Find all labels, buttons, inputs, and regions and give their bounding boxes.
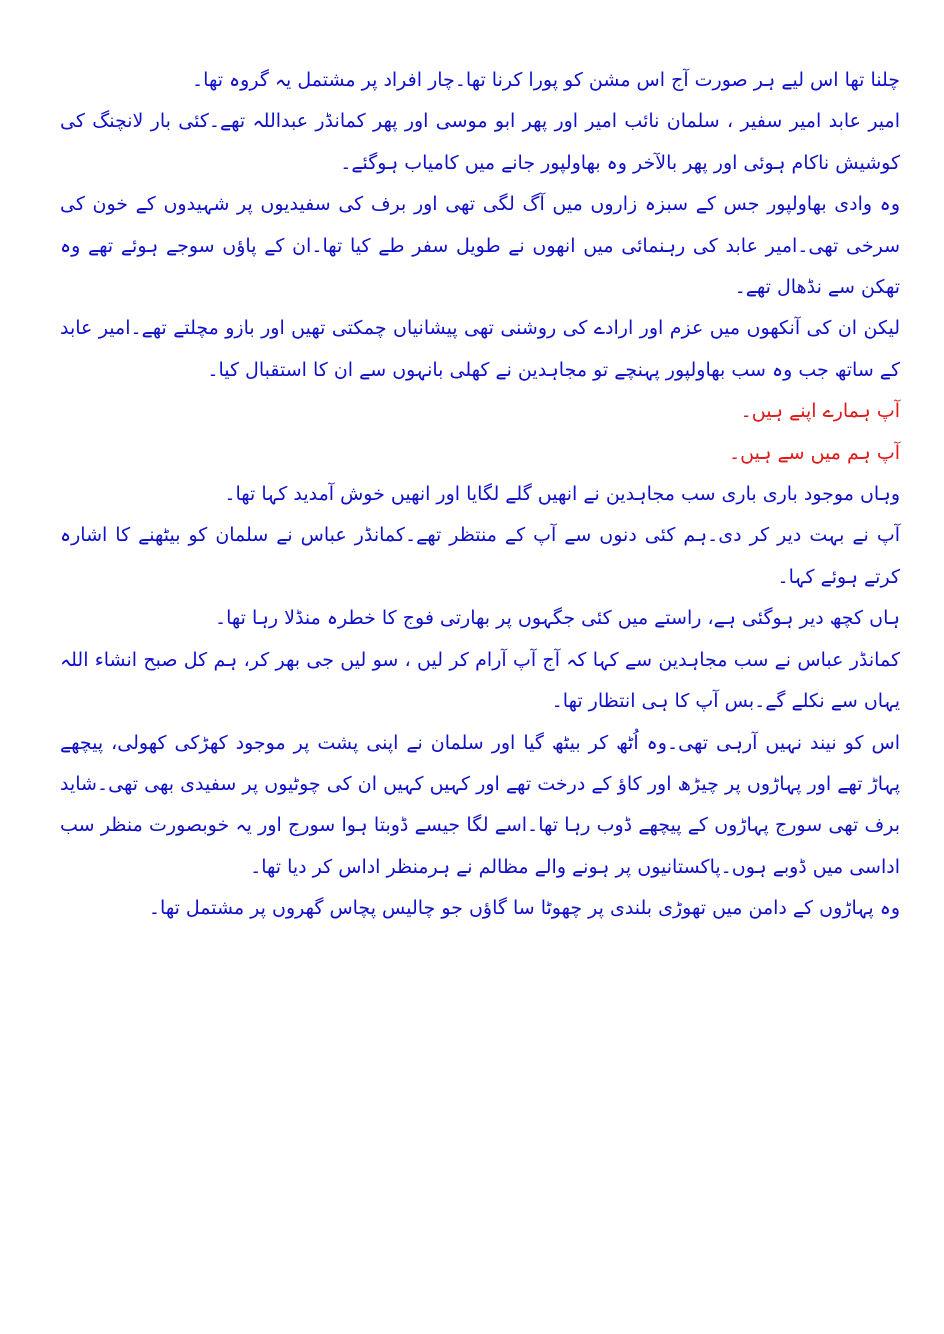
paragraph: کمانڈر عباس نے سب مجاہدین سے کہا کہ آج آپ آرام کر لیں ، سو لیں جی بھر کر، ہم کل صبح انشاء اللہ یہاں سے نکلے گے۔بس آپ کا ہی انتظار تھا۔ <box>60 648 901 713</box>
paragraph: وہ وادی بھاولپور جس کے سبزہ زاروں میں آگ لگی تھی اور برف کی سفیدیوں پر شہیدوں کے خون کی سرخی تھی۔امیر عابد کی رہنمائی میں انھوں نے طویل سفر طے کیا تھا۔ان کے پاؤں سوجے ہوئے تھے وہ تھکن سے نڈھال تھے۔ <box>60 193 900 299</box>
paragraph: وہاں موجود باری باری سب مجاہدین نے انھیں گلے لگایا اور انھیں خوش آمدید کہا تھا۔ <box>224 483 900 506</box>
paragraph: آپ نے بہت دیر کر دی۔ہم کئی دنوں سے آپ کے منتظر تھے۔کمانڈر عباس نے سلمان کو بیٹھنے کا اشارہ کرتے ہوئے کہا۔ <box>60 524 900 588</box>
document-page <box>60 60 900 930</box>
paragraph: ہاں کچھ دیر ہوگئی ہے، راستے میں کئی جگہوں پر بھارتی فوج کا خطرہ منڈلا رہا تھا۔ <box>214 607 900 630</box>
paragraph: اس کو نیند نہیں آرہی تھی۔وہ اُٹھ کر بیٹھ گیا اور سلمان نے اپنی پشت پر موجود کھڑکی کھولی، پیچھے پہاڑ تھے اور پہاڑوں پر چیڑھ اور کاؤ کے درخت تھے اور کہیں کہیں ان کی چوٹیوں پر سفیدی بھی تھی۔شاید برف تھی سورج پہاڑوں کے پیچھے ڈوب رہا تھا۔اسے لگا جیسے ڈوبتا ہوا سورج اور یہ خوبصورت منظر سب اداسی میں ڈوبے ہوں۔پاکستانیوں پر ہونے والے مظالم نے ہرمنظر اداس کر دیا تھا۔ <box>60 731 900 878</box>
highlighted-dialogue: آپ ہمارے اپنے ہیں۔ <box>740 400 900 423</box>
highlighted-dialogue: آپ ہم میں سے ہیں۔ <box>729 441 900 464</box>
paragraph: چلنا تھا اس لیے ہر صورت آج اس مشن کو پورا کرنا تھا۔چار افراد پر مشتمل یہ گروہ تھا۔ <box>192 69 900 91</box>
paragraph: لیکن ان کی آنکھوں میں عزم اور ارادے کی روشنی تھی پیشانیاں چمکتی تھیں اور بازو مچلتے تھے۔امیر عابد کے ساتھ جب وہ سب بھاولپور پہنچے تو مجاہدین نے کھلی بانہوں سے ان کا استقبال کیا۔ <box>60 317 900 381</box>
paragraph: امیر عابد امیر سفیر ، سلمان نائب امیر اور پھر ابو موسی اور پھر کمانڈر عبداللہ تھے۔کئی بار لانچنگ کی کوشیش ناکام ہوئی اور پھر بالآخر وہ بھاولپور جانے میں کامیاب ہوگئے۔ <box>60 110 900 174</box>
paragraph: وہ پہاڑوں کے دامن میں تھوڑی بلندی پر چھوٹا سا گاؤں جو چالیس پچاس گھروں پر مشتمل تھا۔ <box>148 897 900 920</box>
